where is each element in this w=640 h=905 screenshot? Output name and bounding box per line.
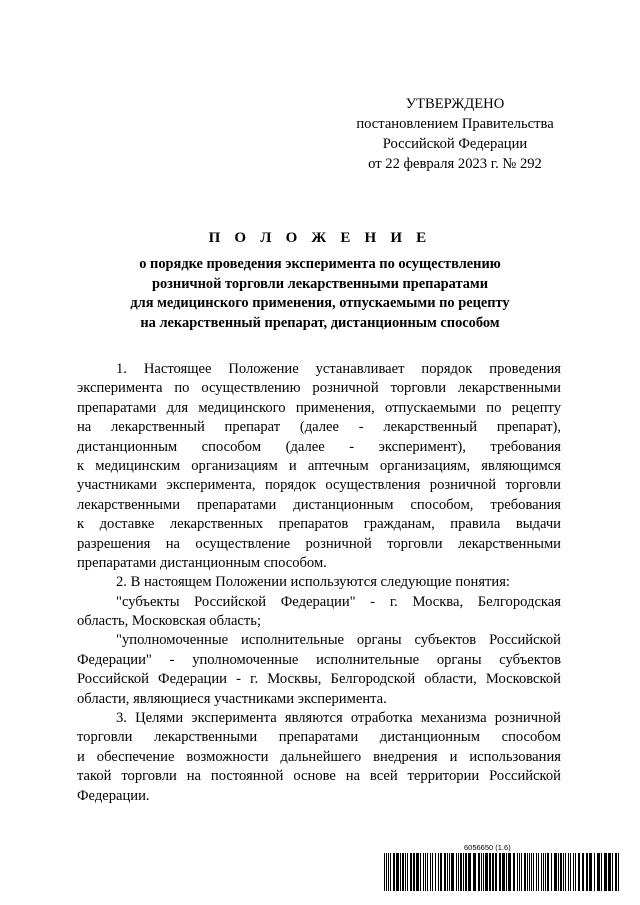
paragraph-3-line: 3. Целями эксперимента являются отработка механизма розничной [116, 710, 561, 727]
document-title [60, 228, 580, 333]
paragraph-1-line: к доставке лекарственных препаратов гражданам, правила выдачи [77, 516, 561, 533]
definition-2-line: области, являющиеся участниками эксперимента. [77, 690, 387, 707]
barcode-label: 6056650 (1.6) [464, 843, 511, 852]
paragraph-1-line: эксперимента по осуществлению розничной торговли лекарственными [77, 380, 561, 397]
subtitle-line: для медицинского применения, отпускаемыми по рецепту [130, 295, 510, 311]
paragraph-1-line: к медицинским организациям и аптечным организациям, являющимся [77, 457, 561, 474]
paragraph-1-line: препаратами для медицинского применения, отпускаемыми по рецепту [77, 399, 561, 416]
title-subtitle [60, 255, 580, 333]
approval-heading: УТВЕРЖДЕНО [405, 96, 505, 112]
subtitle-line: розничной торговли лекарственными препаратами [151, 275, 489, 292]
approval-line-2: Российской Федерации [382, 136, 528, 152]
subtitle-line: о порядке проведения эксперимента по осуществлению [139, 256, 501, 272]
definition-2-line: Федерации" - уполномоченные исполнительные органы субъектов [77, 651, 561, 668]
paragraph-3-line: Федерации. [77, 787, 150, 804]
paragraph-1-line: на лекарственный препарат (далее - лекарственный препарат), [77, 419, 561, 436]
definition-1-line: область, Московская область; [77, 613, 261, 630]
paragraph-1-line: 1. Настоящее Положение устанавливает порядок проведения [116, 361, 561, 377]
paragraph-1-line: участниками эксперимента, порядок осуществления розничной торговли [77, 477, 561, 494]
paragraph-3-line: такой торговли на постоянной основе на всей территории Российской [77, 768, 561, 785]
paragraph-1-line: лекарственными препаратами дистанционным способом, требования [77, 496, 561, 513]
title-main: П О Л О Ж Е Н И Е [208, 230, 432, 246]
paragraph-1-line: дистанционным способом (далее - эксперимент), требования [77, 438, 561, 455]
paragraph-1-line: препаратами дистанционным способом. [77, 554, 327, 571]
document-barcode [384, 843, 620, 895]
paragraph-3-line: и обеспечение возможности дальнейшего внедрения и использования [77, 748, 561, 765]
approval-line-1: постановлением Правительства [356, 116, 554, 132]
definition-1-line: "субъекты Российской Федерации" - г. Москва, Белгородская [116, 593, 561, 610]
paragraph-3-line: торговли лекарственными препаратами дистанционным способом [77, 729, 561, 746]
paragraph-1-line: разрешения на осуществление розничной торговли лекарственными [77, 535, 561, 552]
definition-2-line: "уполномоченные исполнительные органы субъектов Российской [116, 632, 561, 649]
approval-block [330, 94, 580, 174]
barcode-icon [384, 853, 620, 891]
document-body [77, 360, 561, 806]
paragraph-2-line: 2. В настоящем Положении используются следующие понятия: [116, 574, 510, 591]
subtitle-line: на лекарственный препарат, дистанционным способом [140, 314, 500, 331]
approval-line-3: от 22 февраля 2023 г. № 292 [368, 156, 542, 172]
definition-2-line: Российской Федерации - г. Москвы, Белгородской области, Московской [77, 671, 561, 688]
